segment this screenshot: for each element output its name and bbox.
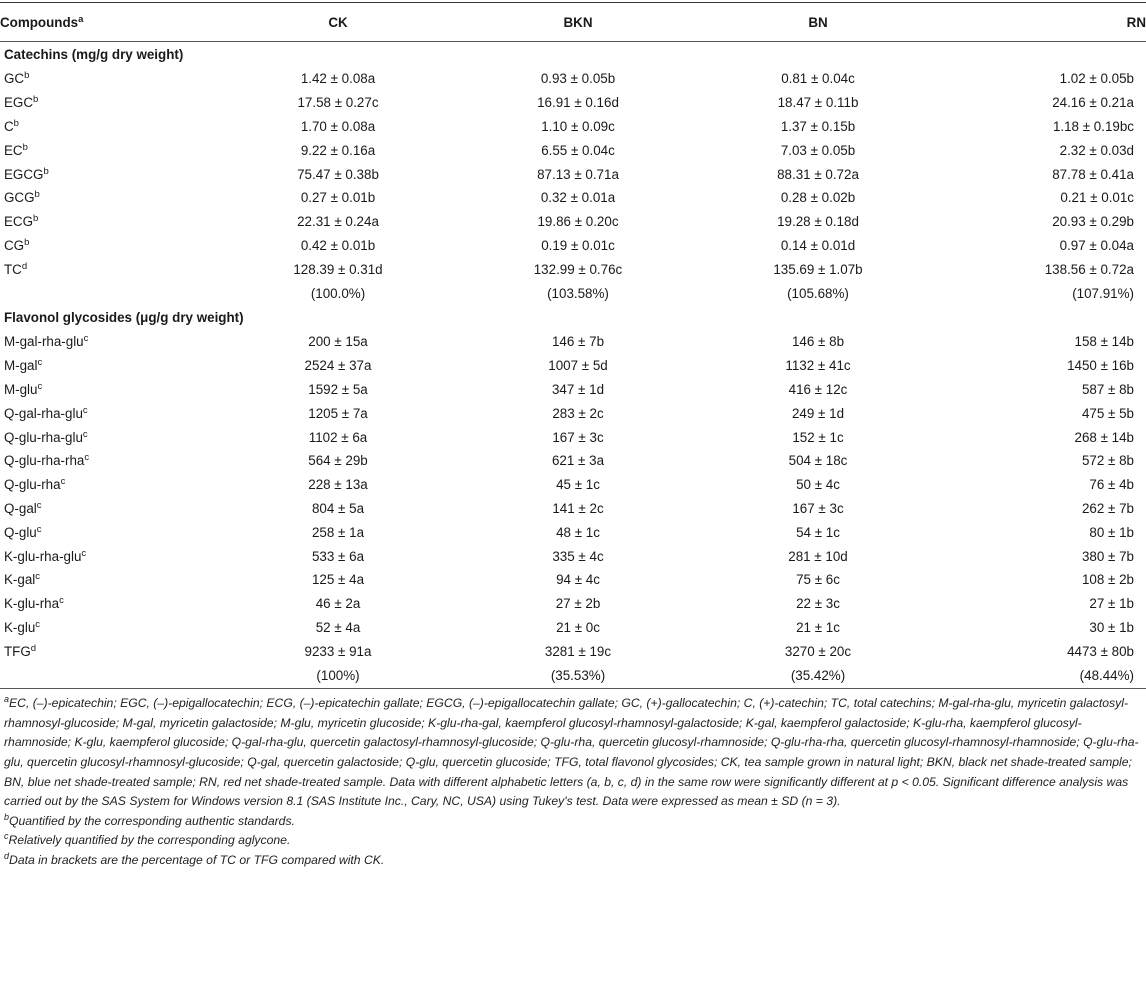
compound-name bbox=[0, 497, 218, 521]
value-cell: 128.39 ± 0.31d bbox=[293, 261, 383, 277]
value-cell: 475 ± 5b bbox=[1081, 405, 1134, 421]
value-cell: 533 ± 6a bbox=[311, 548, 365, 564]
compound-label: M-gal-rha-glu bbox=[4, 334, 84, 350]
value-cell: 16.91 ± 0.16d bbox=[537, 95, 619, 111]
compound-footnote-mark: b bbox=[43, 165, 49, 177]
value-cell: 132.99 ± 0.76c bbox=[533, 261, 623, 277]
header-bn: BN bbox=[698, 3, 938, 42]
table-row bbox=[0, 186, 1146, 210]
value-cell: 20.93 ± 0.29b bbox=[1052, 214, 1134, 230]
table-row bbox=[0, 138, 1146, 162]
value-cell: 50 ± 4c bbox=[796, 477, 840, 493]
value-cell: 281 ± 10d bbox=[788, 548, 848, 564]
header-row bbox=[0, 3, 1146, 42]
section-row-catechins bbox=[0, 42, 1146, 68]
value-cell: 52 ± 4a bbox=[315, 619, 361, 635]
compound-name bbox=[0, 616, 218, 640]
table-row bbox=[0, 425, 1146, 449]
header-compounds: Compounds$^a$ bbox=[0, 3, 218, 42]
compound-footnote-mark: d bbox=[21, 260, 28, 272]
value-cell: (48.44%) bbox=[938, 663, 1146, 689]
compound-name bbox=[0, 473, 218, 497]
value-cell: (35.53%) bbox=[458, 663, 698, 689]
value-cell: 1592 ± 5a bbox=[308, 381, 368, 397]
value-cell: 587 ± 8b bbox=[1081, 381, 1134, 397]
compound-footnote-mark: c bbox=[36, 499, 42, 511]
value-cell: 0.93 ± 0.05b bbox=[540, 71, 616, 87]
value-cell: 30 ± 1b bbox=[1089, 619, 1134, 635]
value-cell: 3281 ± 19c bbox=[544, 643, 612, 659]
section-row-flavonols bbox=[0, 305, 1146, 330]
compound-name bbox=[0, 281, 218, 305]
section-title-catechins: Catechins (mg/g dry weight) bbox=[4, 47, 184, 62]
table-row bbox=[0, 401, 1146, 425]
value-cell: 1132 ± 41c bbox=[785, 358, 851, 374]
compound-name bbox=[0, 544, 218, 568]
value-cell: 75 ± 6c bbox=[796, 572, 840, 588]
value-cell: (100%) bbox=[218, 663, 458, 689]
value-cell: (100.0%) bbox=[310, 285, 366, 301]
table-body bbox=[0, 42, 1146, 689]
compound-footnote-mark: c bbox=[35, 618, 41, 630]
value-cell: 87.13 ± 0.71a bbox=[537, 166, 619, 182]
compound-footnote-mark: c bbox=[83, 333, 89, 345]
header-bkn: BKN bbox=[458, 3, 698, 42]
compound-footnote-mark: b bbox=[22, 141, 28, 153]
table-row bbox=[0, 281, 1146, 305]
value-cell: 0.32 ± 0.01a bbox=[540, 190, 616, 206]
value-cell: 27 ± 1b bbox=[1089, 596, 1134, 612]
compound-footnote-mark: c bbox=[82, 404, 88, 416]
compound-label: Q-gal bbox=[4, 500, 37, 516]
value-cell: 0.14 ± 0.01d bbox=[780, 237, 856, 253]
compound-footnote-mark: b bbox=[34, 189, 40, 201]
compound-footnote-mark: b bbox=[33, 94, 39, 106]
value-cell: 19.86 ± 0.20c bbox=[537, 214, 619, 230]
value-cell: 3270 ± 20c bbox=[784, 643, 852, 659]
value-cell: 200 ± 15a bbox=[308, 334, 368, 350]
table-row bbox=[0, 449, 1146, 473]
value-cell: 621 ± 3a bbox=[551, 453, 605, 469]
value-cell: 158 ± 14b bbox=[1074, 334, 1134, 350]
compound-footnote-mark: c bbox=[37, 380, 43, 392]
table-row bbox=[0, 544, 1146, 568]
value-cell: 76 ± 4b bbox=[1089, 477, 1134, 493]
compound-name bbox=[0, 592, 218, 616]
table-row bbox=[0, 497, 1146, 521]
compound-name bbox=[0, 401, 218, 425]
value-cell: 268 ± 14b bbox=[1074, 429, 1134, 445]
value-cell: (107.91%) bbox=[1072, 285, 1134, 301]
value-cell: 804 ± 5a bbox=[311, 500, 365, 516]
compound-name bbox=[0, 210, 218, 234]
value-cell: 6.55 ± 0.04c bbox=[541, 142, 615, 158]
value-cell: 125 ± 4a bbox=[311, 572, 365, 588]
compound-name bbox=[0, 663, 218, 689]
value-cell: 141 ± 2c bbox=[552, 500, 604, 516]
table-row bbox=[0, 330, 1146, 354]
value-cell: (105.68%) bbox=[787, 285, 849, 301]
value-cell: 22 ± 3c bbox=[796, 596, 840, 612]
compound-footnote-mark: c bbox=[82, 428, 88, 440]
value-cell: 0.97 ± 0.04a bbox=[1059, 237, 1134, 253]
compound-label: Q-glu-rha bbox=[4, 477, 61, 493]
table-row bbox=[0, 257, 1146, 281]
value-cell: 258 ± 1a bbox=[311, 524, 365, 540]
value-cell: 1.02 ± 0.05b bbox=[1059, 71, 1134, 87]
table-row bbox=[0, 592, 1146, 616]
compound-label: EGC bbox=[4, 95, 34, 111]
value-cell: 54 ± 1c bbox=[796, 524, 840, 540]
compound-label: M-gal bbox=[4, 358, 38, 374]
value-cell: 21 ± 0c bbox=[556, 619, 600, 635]
value-cell: 4473 ± 80b bbox=[1067, 643, 1134, 659]
value-cell: 9.22 ± 0.16a bbox=[300, 142, 376, 158]
compound-label: EC bbox=[4, 142, 23, 158]
value-cell: 335 ± 4c bbox=[552, 548, 604, 564]
compound-label: Q-glu-rha-rha bbox=[4, 453, 85, 469]
compound-footnote-mark: c bbox=[36, 523, 42, 535]
compound-name bbox=[0, 162, 218, 186]
value-cell: 46 ± 2a bbox=[315, 596, 361, 612]
value-cell: 167 ± 3c bbox=[792, 500, 844, 516]
table-row bbox=[0, 115, 1146, 139]
compound-footnote-mark: b bbox=[24, 236, 30, 248]
table-row bbox=[0, 520, 1146, 544]
value-cell: 21 ± 1c bbox=[796, 619, 840, 635]
value-cell: 0.19 ± 0.01c bbox=[541, 237, 615, 253]
compound-footnote-mark: b bbox=[33, 213, 39, 225]
compound-name bbox=[0, 234, 218, 258]
compound-label: TFG bbox=[4, 643, 31, 659]
value-cell: 22.31 ± 0.24a bbox=[297, 214, 379, 230]
compound-label: Q-glu-rha-glu bbox=[4, 429, 83, 445]
value-cell: 262 ± 7b bbox=[1081, 500, 1134, 516]
compound-name bbox=[0, 330, 218, 354]
value-cell: 1102 ± 6a bbox=[308, 429, 368, 445]
value-cell: 0.42 ± 0.01b bbox=[300, 237, 376, 253]
value-cell: 87.78 ± 0.41a bbox=[1052, 166, 1134, 182]
value-cell: 504 ± 18c bbox=[788, 453, 848, 469]
footnote-b: $^b$Quantified by the corresponding authentic standards. bbox=[4, 811, 295, 828]
value-cell: 1.18 ± 0.19bc bbox=[1052, 118, 1134, 134]
compound-label: C bbox=[4, 118, 14, 134]
value-cell: 1205 ± 7a bbox=[308, 405, 368, 421]
compound-name bbox=[0, 354, 218, 378]
footnote-a: $^a$EC, (–)-epicatechin; EGC, (–)-epigallocatechin; ECG, (–)-epicatechin gallate; EGCG, (–)-epigallocatechin gallate; GC, (+)-gallocatechin; C, (+)-catechin; TC, total catechins; M-gal-rha-glu, myricetin galactosyl-rhamnosyl-glucoside; M-gal, myricetin galactoside; M-glu, myricetin glucoside; K-glu-rha-gal, kaempferol glucosyl-rhamnosyl-galactoside; K-gal, kaempferol galactoside; K-glu-rha, kaempferol glucosyl-rhamnoside; K-glu, kaempferol glucoside; Q-gal-rha-glu, quercetin galactosyl-rhamnosyl-glucoside; Q-glu-rha, quercetin glucosyl-rhamnoside; Q-glu-rha-rha, quercetin glucosyl-rhamnosyl-rhamnoside; Q-glu-rha-glu, quercetin glucosyl-rhamnosyl-glucoside; Q-gal, quercetin galactoside; Q-glu, quercetin glucoside; TFG, total flavonol glycosides; CK, tea sample grown in natural light; BKN, black net shade-treated sample; BN, blue net shade-treated sample; RN, red net shade-treated sample. Data with different alphabetic letters (a, b, c, d) in the same row were significantly different at p < 0.05. Significant difference analysis was carried out by the SAS System for Windows version 8.1 (SAS Institute Inc., Cary, NC, USA) using Tukey's test. Data were expressed as mean ± SD (n = 3). bbox=[4, 694, 1139, 809]
compound-name bbox=[0, 568, 218, 592]
footnote-d: $^d$Data in brackets are the percentage of TC or TFG compared with CK. bbox=[4, 850, 385, 867]
value-cell: 9233 ± 91a bbox=[304, 643, 372, 659]
value-cell: 564 ± 29b bbox=[308, 453, 368, 469]
value-cell: 48 ± 1c bbox=[556, 524, 600, 540]
table-row bbox=[0, 378, 1146, 402]
compound-label: GCG bbox=[4, 190, 35, 206]
value-cell: 416 ± 12c bbox=[788, 381, 848, 397]
section-title-flavonols: Flavonol glycosides (μg/g dry weight) bbox=[4, 309, 244, 325]
table-row bbox=[0, 639, 1146, 663]
compound-footnote-mark: c bbox=[60, 476, 66, 488]
value-cell: 0.28 ± 0.02b bbox=[780, 190, 856, 206]
value-cell: 2524 ± 37a bbox=[304, 358, 372, 374]
table-row bbox=[0, 234, 1146, 258]
compound-name bbox=[0, 115, 218, 139]
footnote-c: $^c$Relatively quantified by the corresponding aglycone. bbox=[4, 831, 291, 848]
value-cell: 1007 ± 5d bbox=[548, 358, 608, 374]
compound-name bbox=[0, 91, 218, 115]
value-cell: 7.03 ± 0.05b bbox=[780, 142, 856, 158]
compound-footnote-mark: c bbox=[37, 357, 43, 369]
value-cell: 94 ± 4c bbox=[556, 572, 600, 588]
value-cell: 146 ± 7b bbox=[551, 334, 605, 350]
compound-footnote-mark: c bbox=[84, 452, 90, 464]
compound-name bbox=[0, 257, 218, 281]
compound-footnote-mark: b bbox=[13, 117, 19, 129]
compound-label: M-glu bbox=[4, 381, 38, 397]
compound-name bbox=[0, 425, 218, 449]
compound-name bbox=[0, 378, 218, 402]
value-cell: 228 ± 13a bbox=[308, 477, 368, 493]
compounds-table bbox=[0, 2, 1146, 689]
compound-label: K-glu-rha bbox=[4, 596, 60, 612]
value-cell: 0.81 ± 0.04c bbox=[781, 71, 855, 87]
table-row bbox=[0, 91, 1146, 115]
value-cell: 138.56 ± 0.72a bbox=[1044, 261, 1134, 277]
value-cell: 1.10 ± 0.09c bbox=[541, 118, 615, 134]
value-cell: (35.42%) bbox=[698, 663, 938, 689]
compound-label: CG bbox=[4, 237, 25, 253]
compound-footnote-mark: c bbox=[81, 547, 87, 559]
value-cell: 1.37 ± 0.15b bbox=[780, 118, 856, 134]
value-cell: 146 ± 8b bbox=[791, 334, 845, 350]
compound-label: K-glu-rha-glu bbox=[4, 548, 82, 564]
value-cell: 19.28 ± 0.18d bbox=[777, 214, 859, 230]
value-cell: 1.70 ± 0.08a bbox=[300, 118, 376, 134]
compound-label: K-glu bbox=[4, 619, 36, 635]
table-row bbox=[0, 210, 1146, 234]
value-cell: 45 ± 1c bbox=[556, 477, 600, 493]
compound-name bbox=[0, 138, 218, 162]
value-cell: 80 ± 1b bbox=[1089, 524, 1134, 540]
table-row bbox=[0, 354, 1146, 378]
value-cell: 1450 ± 16b bbox=[1067, 358, 1134, 374]
compound-name bbox=[0, 67, 218, 91]
value-cell: 572 ± 8b bbox=[1081, 453, 1134, 469]
table-row bbox=[0, 663, 1146, 689]
table-row bbox=[0, 67, 1146, 91]
compound-name bbox=[0, 639, 218, 663]
value-cell: 2.32 ± 0.03d bbox=[1059, 142, 1134, 158]
header-ck: CK bbox=[218, 3, 458, 42]
compound-label: GC bbox=[4, 71, 25, 87]
value-cell: (103.58%) bbox=[547, 285, 609, 301]
compound-label: EGCG bbox=[4, 166, 44, 182]
value-cell: 0.27 ± 0.01b bbox=[300, 190, 376, 206]
value-cell: 27 ± 2b bbox=[555, 596, 601, 612]
compound-label: K-gal bbox=[4, 572, 36, 588]
compound-label: Q-gal-rha-glu bbox=[4, 405, 83, 421]
value-cell: 152 ± 1c bbox=[792, 429, 844, 445]
compound-name bbox=[0, 449, 218, 473]
value-cell: 108 ± 2b bbox=[1081, 572, 1134, 588]
value-cell: 167 ± 3c bbox=[552, 429, 604, 445]
table-row bbox=[0, 473, 1146, 497]
value-cell: 283 ± 2c bbox=[552, 405, 604, 421]
value-cell: 347 ± 1d bbox=[551, 381, 605, 397]
compound-label: ECG bbox=[4, 214, 34, 230]
compound-footnote-mark: d bbox=[30, 642, 37, 654]
table-row bbox=[0, 568, 1146, 592]
compound-label: TC bbox=[4, 261, 22, 277]
compound-label: Q-glu bbox=[4, 524, 37, 540]
value-cell: 0.21 ± 0.01c bbox=[1060, 190, 1134, 206]
value-cell: 24.16 ± 0.21a bbox=[1052, 95, 1134, 111]
value-cell: 18.47 ± 0.11b bbox=[777, 95, 859, 111]
footnotes bbox=[0, 694, 1146, 870]
value-cell: 135.69 ± 1.07b bbox=[773, 261, 863, 277]
compound-footnote-mark: b bbox=[24, 70, 30, 82]
value-cell: 75.47 ± 0.38b bbox=[297, 166, 379, 182]
value-cell: 1.42 ± 0.08a bbox=[300, 71, 376, 87]
compound-footnote-mark: c bbox=[59, 595, 64, 607]
value-cell: 380 ± 7b bbox=[1081, 548, 1134, 564]
value-cell: 17.58 ± 0.27c bbox=[297, 95, 379, 111]
compound-name bbox=[0, 186, 218, 210]
table-row bbox=[0, 162, 1146, 186]
value-cell: 249 ± 1d bbox=[791, 405, 845, 421]
compound-name bbox=[0, 520, 218, 544]
header-rn: RN bbox=[938, 3, 1146, 42]
compound-footnote-mark: c bbox=[35, 571, 41, 583]
value-cell: 88.31 ± 0.72a bbox=[777, 166, 859, 182]
table-row bbox=[0, 616, 1146, 640]
